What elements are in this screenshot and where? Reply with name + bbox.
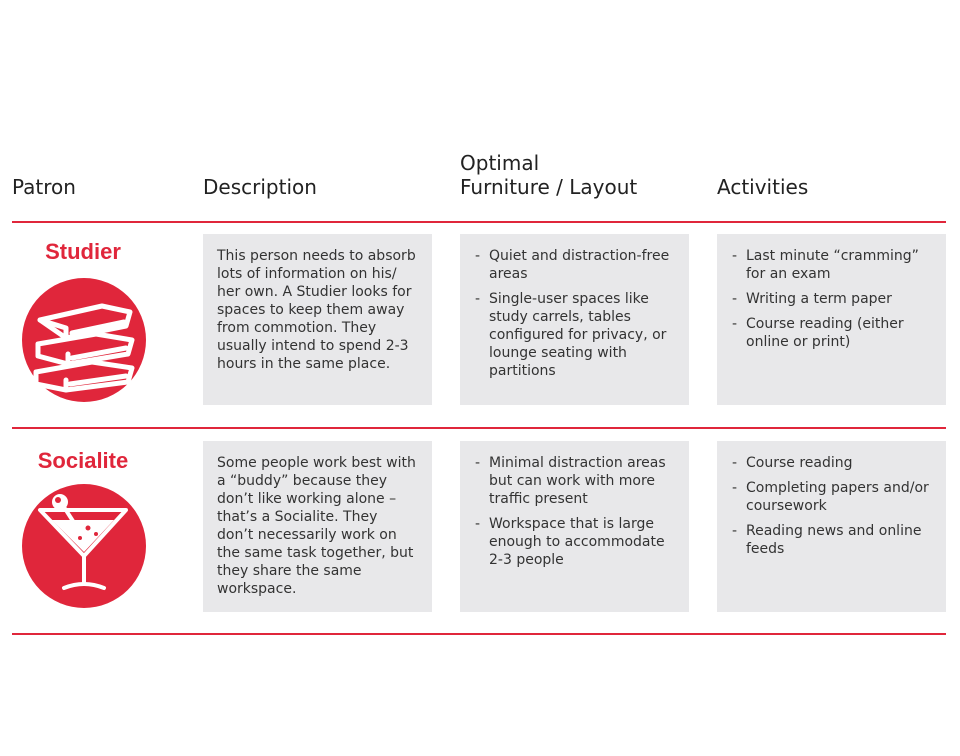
furniture-box-socialite [460,441,689,612]
divider-bottom [12,633,946,635]
activities-box-socialite [717,441,946,612]
list-item: - Workspace that is large enough to accommodate 2-3 people [474,515,675,569]
header-furniture-line2: Furniture / Layout [460,175,638,199]
list-item: - Single-user spaces like study carrels, tables configured for privacy, or lounge seating with partitions [474,290,675,380]
list-item: - Last minute “cramming” for an exam [731,247,932,283]
description-box-studier [203,234,432,405]
description-text: This person needs to absorb lots of information on his/ her own. A Studier looks for spaces to keep them away from commotion. They usually intend to spend 2-3 hours in the same place. [217,248,416,372]
divider-middle [12,427,946,429]
list-item: - Minimal distraction areas but can work with more traffic present [474,454,675,508]
description-text: Some people work best with a “buddy” because they don’t like working alone – that’s a Socialite. They don’t necessarily work on the same task together, but they share the same workspace. [217,455,416,597]
books-icon [22,278,146,402]
furniture-box-studier [460,234,689,405]
patron-name-studier: Studier [45,239,121,264]
header-description: Description [203,175,317,199]
list-item: - Course reading [731,454,932,472]
list-item: - Completing papers and/or coursework [731,479,932,515]
divider-top [12,221,946,223]
header-activities: Activities [717,175,809,199]
list-item: - Reading news and online feeds [731,522,932,558]
activities-box-studier [717,234,946,405]
list-item: - Writing a term paper [731,290,932,308]
list-item: - Quiet and distraction-free areas [474,247,675,283]
header-patron: Patron [12,175,76,199]
list-item: - Course reading (either online or print) [731,315,932,351]
description-box-socialite [203,441,432,612]
patron-name-socialite: Socialite [37,448,129,473]
header-furniture-line1: Optimal [460,151,540,175]
cocktail-glass-icon [22,484,146,608]
